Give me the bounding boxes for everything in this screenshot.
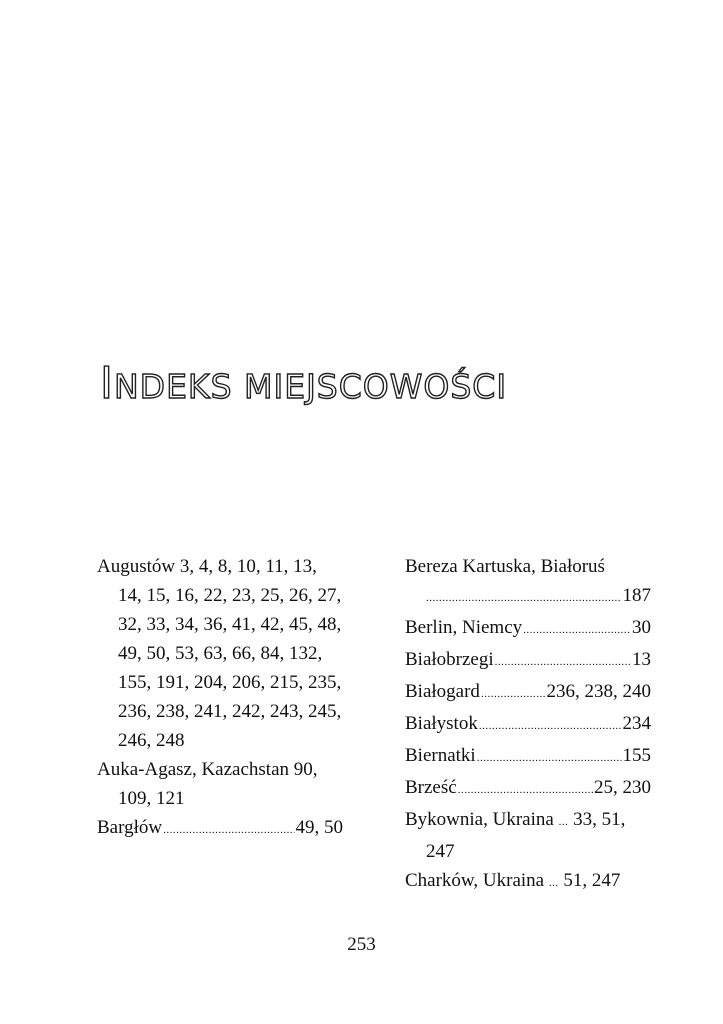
index-entry xyxy=(405,613,651,645)
index-entry xyxy=(405,645,651,677)
index-column-right xyxy=(405,552,651,898)
dot-leader xyxy=(479,712,622,741)
entry-name: Białobrzegi xyxy=(405,649,494,670)
index-column-left xyxy=(97,552,343,845)
dot-leader xyxy=(426,584,621,613)
entry-pages: 3, 4, 8, 10, 11, 13, 14, 15, 16, 22, 23, 25, 26, 27, 32, 33, 34, 36, 41, 42, 45, 48, 49, 50, 53, 63, 66, 84, 132, 155, 191, 204, 206, 215, 235, 236, 238, 241, 242, 243, 245, 246, 248 xyxy=(118,556,342,751)
entry-pages: 187 xyxy=(622,585,651,606)
index-entry xyxy=(405,677,651,709)
page-number: 253 xyxy=(347,934,376,955)
title-rest: NDEKS MIEJSCOWOŚCI xyxy=(113,367,508,406)
entry-name: Brześć xyxy=(405,777,457,798)
index-entry xyxy=(405,709,651,741)
dot-leader: ... xyxy=(558,816,569,828)
index-entry xyxy=(405,741,651,773)
entry-pages: 236, 238, 240 xyxy=(546,681,651,702)
entry-name: Augustów xyxy=(97,556,176,577)
entry-pages: 155 xyxy=(622,745,651,766)
entry-pages: 51, 247 xyxy=(563,870,621,891)
entry-pages: 33, 51, 247 xyxy=(426,809,626,862)
index-entry xyxy=(97,552,343,755)
entry-pages: 25, 230 xyxy=(594,777,651,798)
entry-name: Berlin, Niemcy xyxy=(405,617,523,638)
entry-pages: 234 xyxy=(622,713,651,734)
entry-name: Bargłów xyxy=(97,817,163,838)
index-entry xyxy=(405,552,651,613)
entry-name: Auka-Agasz, Kazachstan xyxy=(97,759,290,780)
entry-name: Białogard xyxy=(405,681,480,702)
dot-leader xyxy=(495,648,631,677)
dot-leader xyxy=(163,816,294,845)
dot-leader xyxy=(481,680,546,709)
entry-pages: 13 xyxy=(632,649,651,670)
dot-leader xyxy=(477,744,622,773)
index-entry xyxy=(97,755,343,813)
index-title xyxy=(100,356,507,415)
index-entry xyxy=(405,866,651,898)
title-initial: I xyxy=(100,358,114,409)
dot-leader: ... xyxy=(548,877,559,889)
entry-pages: 30 xyxy=(632,617,651,638)
entry-name: Bereza Kartuska, Białoruś xyxy=(405,556,605,577)
index-entry xyxy=(405,773,651,805)
entry-name: Charków, Ukraina xyxy=(405,870,545,891)
entry-name: Biernatki xyxy=(405,745,476,766)
entry-pages: 49, 50 xyxy=(295,817,343,838)
dot-leader xyxy=(523,616,631,645)
dot-leader xyxy=(458,776,593,805)
index-entry xyxy=(405,805,651,866)
entry-name: Bykownia, Ukraina xyxy=(405,809,554,830)
entry-name: Białystok xyxy=(405,713,478,734)
entry-pages: 90, 109, 121 xyxy=(118,759,318,809)
index-entry xyxy=(97,813,343,845)
